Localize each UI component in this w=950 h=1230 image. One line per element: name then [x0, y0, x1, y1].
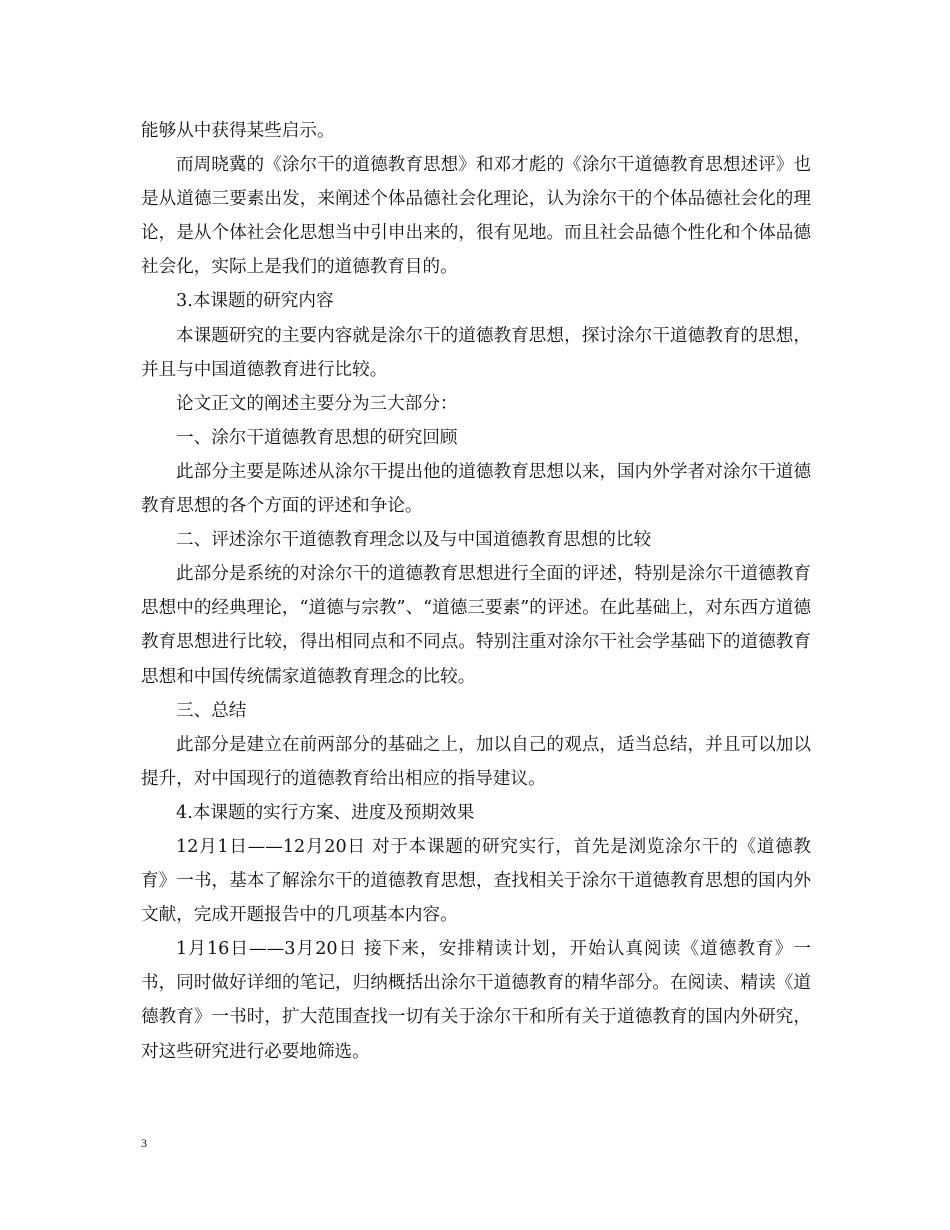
paragraph: 论文正文的阐述主要分为三大部分：: [176, 393, 458, 414]
paragraph: 此部分是系统的对涂尔干的道德教育思想进行全面的评述，特别是涂尔干道德教育思想中的经典理论，“道德与宗教”、“道德三要素”的评述。在此基础上，对东西方道德教育思想进行比较，得出相同点和不同点。特别注重对涂尔干社会学基础下的道德教育思想和中国传统儒家道德教育理念的比较。: [141, 564, 811, 687]
subsection-heading: 一、涂尔干道德教育思想的研究回顾: [176, 427, 458, 448]
paragraph: 1月16日——3月20日 接下来，安排精读计划，开始认真阅读《道德教育》一书，同时做好详细的笔记，归纳概括出涂尔干道德教育的精华部分。在阅读、精读《道德教育》一书时，扩大范围查找一切有关于涂尔干和所有关于道德教育的国内外研究，对这些研究进行必要地筛选。: [141, 939, 811, 1062]
body-text: [141, 114, 811, 1069]
subsection-heading: 二、评述涂尔干道德教育理念以及与中国道德教育思想的比较: [176, 530, 652, 551]
paragraph: 此部分是建立在前两部分的基础之上，加以自己的观点，适当总结，并且可以加以提升，对中国现行的道德教育给出相应的指导建议。: [141, 734, 811, 789]
paragraph: 而周晓冀的《涂尔干的道德教育思想》和邓才彪的《涂尔干道德教育思想述评》也是从道德三要素出发，来阐述个体品德社会化理论，认为涂尔干的个体品德社会化的理论，是从个体社会化思想当中引申出来的，很有见地。而且社会品德个性化和个体品德社会化，实际上是我们的道德教育目的。: [141, 155, 811, 278]
paragraph: 能够从中获得某些启示。: [141, 121, 335, 141]
section-heading: 4.本课题的实行方案、进度及预期效果: [176, 802, 475, 823]
page-number: 3: [141, 1136, 147, 1150]
paragraph: 12月1日——12月20日 对于本课题的研究实行，首先是浏览涂尔干的《道德教育》一书，基本了解涂尔干的道德教育思想，查找相关于涂尔干道德教育思想的国内外文献，完成开题报告中的几项基本内容。: [141, 836, 811, 926]
section-heading: 3.本课题的研究内容: [176, 291, 334, 312]
paragraph: 此部分主要是陈述从涂尔干提出他的道德教育思想以来，国内外学者对涂尔干道德教育思想的各个方面的评述和争论。: [141, 461, 811, 517]
paragraph: 本课题研究的主要内容就是涂尔干的道德教育思想，探讨涂尔干道德教育的思想，并且与中国道德教育进行比较。: [141, 325, 811, 380]
subsection-heading: 三、总结: [176, 700, 247, 721]
